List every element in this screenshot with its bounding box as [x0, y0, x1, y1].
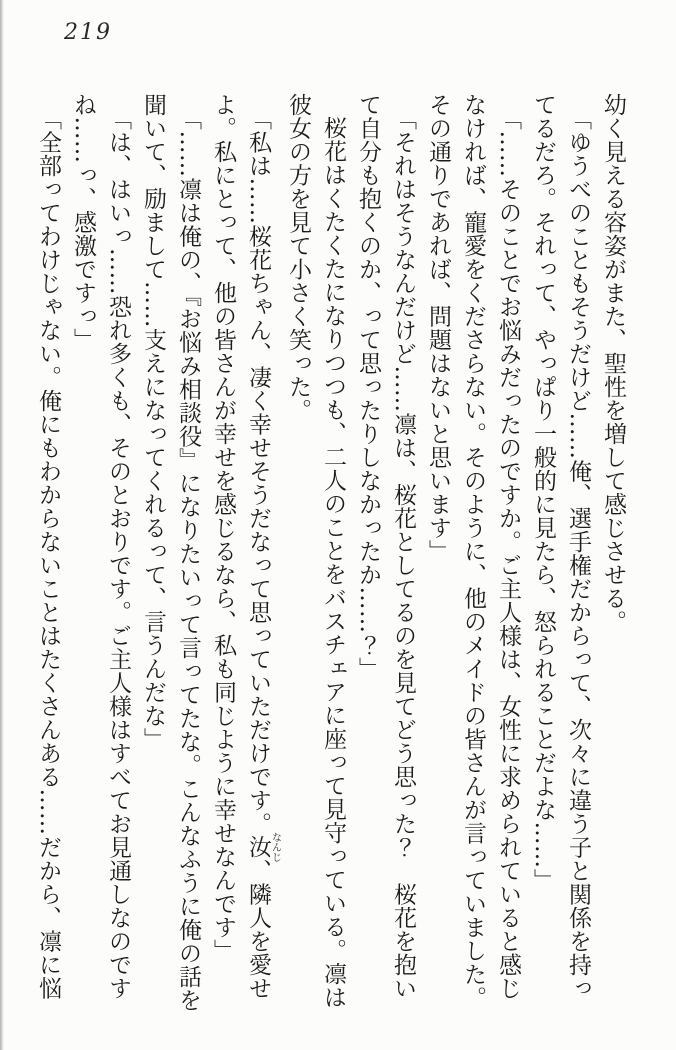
- ruby-base: 汝: [245, 832, 271, 863]
- paragraph-7-dialogue: 「……凛は俺の、『お悩み相談役』になりたいって言ってたな。こんなふうに俺の話を聞いて、励まして……支えになってくれるって、言うんだな」: [140, 93, 201, 1012]
- paragraph-9-dialogue: 「全部ってわけじゃない。俺にもわからないことはたくさんある……だから、凛に悩: [35, 106, 61, 1000]
- paragraph-3-dialogue: 「……そのことでお悩みだったのですか。ご主人様は、女性に求められていると感じなければ、寵愛をくださらない。そのように、他のメイドの皆さんが言っていました。その通りであれば、問題はないと思います」: [425, 93, 521, 1010]
- scan-edge-shadow: [0, 0, 4, 1050]
- text-block: [30, 93, 630, 1013]
- paragraph-6-dialogue: [205, 93, 280, 1013]
- paragraph-6-after: 、隣人を愛せよ。私にとって、他の皆さんが幸せを感じるなら、私も同じように幸せなんです」: [210, 93, 271, 1000]
- paragraph-6-before: 「私は……桜花ちゃん、凄く幸せそうだなって思っていただけです。: [245, 106, 271, 836]
- paragraph-1: 幼く見える容姿がまた、聖性を増して感じさせる。: [600, 93, 626, 634]
- paragraph-8-dialogue: 「は、はいっ……恐れ多くも、そのとおりです。ご主人様はすべてお見通しなのですね……っ、感激ですっ」: [70, 93, 131, 1000]
- paragraph-5-narration: 桜花はくたくたになりつつも、二人のことをバスチェアに座って見守っている。凛は彼女の方を見て小さく笑った。: [285, 93, 346, 1009]
- paragraph-2-dialogue: 「ゆうべのこともそうだけど……俺、選手権だからって、次々に違う子と関係を持ってるだろ。それって、やっぱり一般的に見たら、怒られることだよな……」: [530, 93, 591, 1000]
- page-number: 219: [64, 20, 112, 45]
- ruby-annotation: [245, 832, 281, 863]
- ruby-text: なんじ: [269, 832, 281, 863]
- paragraph-4-dialogue: 「それはそうなんだけど……凛は、桜花としてるのを見てどう思った？ 桜花を抱いて自分も抱くのか、って思ったりしなかったか……？」: [355, 93, 416, 1000]
